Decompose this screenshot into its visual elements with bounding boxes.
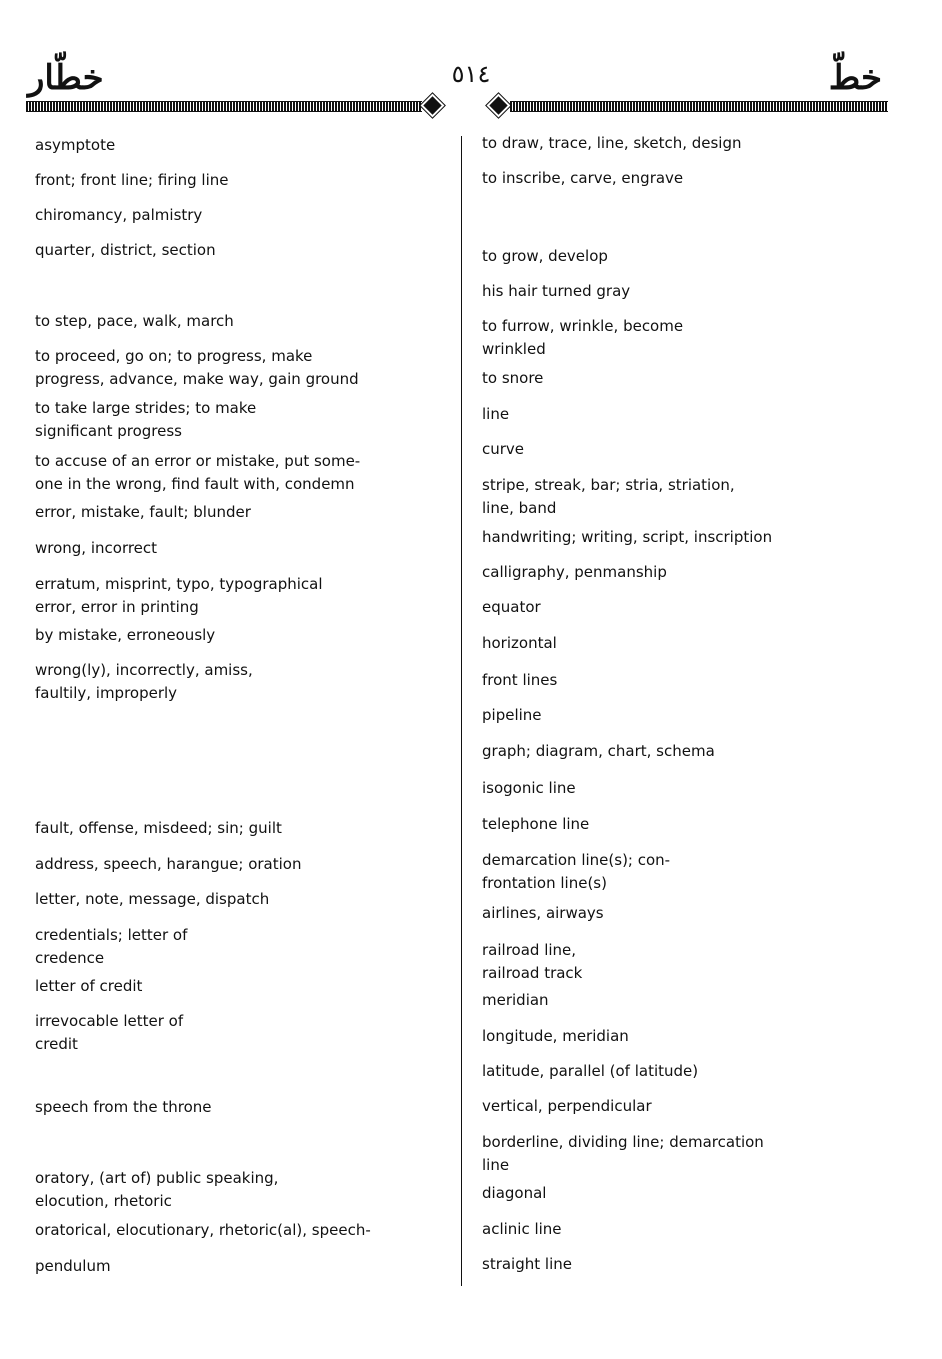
english-definition: longitude, meridian [482, 1027, 629, 1045]
english-definition: front lines [482, 671, 558, 689]
english-definition: graph; diagram, chart, schema [482, 742, 715, 760]
english-definition: fault, offense, misdeed; sin; guilt [35, 819, 282, 837]
english-definition: credentials; letter of [35, 926, 188, 944]
english-definition: line [482, 405, 510, 423]
english-definition: letter of credit [35, 977, 143, 995]
english-definition: horizontal [482, 634, 557, 652]
header-guide-word-right: خطّ [828, 58, 882, 98]
english-definition: diagonal [482, 1184, 547, 1202]
header-rule-left [26, 101, 422, 112]
english-definition: speech from the throne [35, 1098, 212, 1116]
english-definition: telephone line [482, 815, 590, 833]
english-definition: aclinic line [482, 1220, 562, 1238]
english-definition: error, error in printing [35, 598, 199, 616]
english-definition: chiromancy, palmistry [35, 206, 203, 224]
english-definition: line [482, 1156, 510, 1174]
english-definition: error, mistake, fault; blunder [35, 503, 251, 521]
header-ornament-right [486, 93, 510, 117]
english-definition: pipeline [482, 706, 542, 724]
english-definition: to inscribe, carve, engrave [482, 169, 684, 187]
english-definition: railroad line, [482, 941, 577, 959]
english-definition: front; front line; firing line [35, 171, 229, 189]
english-definition: calligraphy, penmanship [482, 563, 667, 581]
english-definition: letter, note, message, dispatch [35, 890, 270, 908]
english-definition: wrong, incorrect [35, 539, 158, 557]
english-definition: elocution, rhetoric [35, 1192, 172, 1210]
english-definition: isogonic line [482, 779, 576, 797]
english-definition: quarter, district, section [35, 241, 216, 259]
header-ornament-left [420, 93, 444, 117]
english-definition: borderline, dividing line; demarcation [482, 1133, 764, 1151]
english-definition: one in the wrong, find fault with, condemn [35, 475, 355, 493]
english-definition: by mistake, erroneously [35, 626, 216, 644]
english-definition: straight line [482, 1255, 572, 1273]
english-definition: irrevocable letter of [35, 1012, 184, 1030]
column-divider [461, 136, 462, 1286]
english-definition: line, band [482, 499, 557, 517]
english-definition: to take large strides; to make [35, 399, 257, 417]
english-definition: oratorical, elocutionary, rhetoric(al), speech- [35, 1221, 371, 1239]
english-definition: progress, advance, make way, gain ground [35, 370, 359, 388]
english-definition: asymptote [35, 136, 116, 154]
english-definition: meridian [482, 991, 549, 1009]
english-definition: curve [482, 440, 525, 458]
english-definition: his hair turned gray [482, 282, 631, 300]
english-definition: address, speech, harangue; oration [35, 855, 302, 873]
english-definition: vertical, perpendicular [482, 1097, 652, 1115]
english-definition: faultily, improperly [35, 684, 178, 702]
english-definition: to snore [482, 369, 544, 387]
english-definition: to grow, develop [482, 247, 608, 265]
english-definition: wrong(ly), incorrectly, amiss, [35, 661, 253, 679]
english-definition: to furrow, wrinkle, become [482, 317, 684, 335]
english-definition: frontation line(s) [482, 874, 607, 892]
english-definition: to accuse of an error or mistake, put some- [35, 452, 361, 470]
english-definition: to draw, trace, line, sketch, design [482, 134, 742, 152]
header-guide-word-left: خطّار [28, 58, 104, 98]
english-definition: credence [35, 949, 105, 967]
header-rule-right [510, 101, 888, 112]
english-definition: to proceed, go on; to progress, make [35, 347, 313, 365]
english-definition: wrinkled [482, 340, 546, 358]
english-definition: pendulum [35, 1257, 111, 1275]
english-definition: railroad track [482, 964, 583, 982]
english-definition: latitude, parallel (of latitude) [482, 1062, 699, 1080]
english-definition: to step, pace, walk, march [35, 312, 234, 330]
english-definition: handwriting; writing, script, inscription [482, 528, 773, 546]
english-definition: credit [35, 1035, 78, 1053]
english-definition: demarcation line(s); con- [482, 851, 671, 869]
english-definition: stripe, streak, bar; stria, striation, [482, 476, 735, 494]
english-definition: erratum, misprint, typo, typographical [35, 575, 323, 593]
english-definition: airlines, airways [482, 904, 604, 922]
english-definition: oratory, (art of) public speaking, [35, 1169, 279, 1187]
english-definition: equator [482, 598, 541, 616]
english-definition: significant progress [35, 422, 182, 440]
page-number: ٥١٤ [451, 60, 491, 88]
